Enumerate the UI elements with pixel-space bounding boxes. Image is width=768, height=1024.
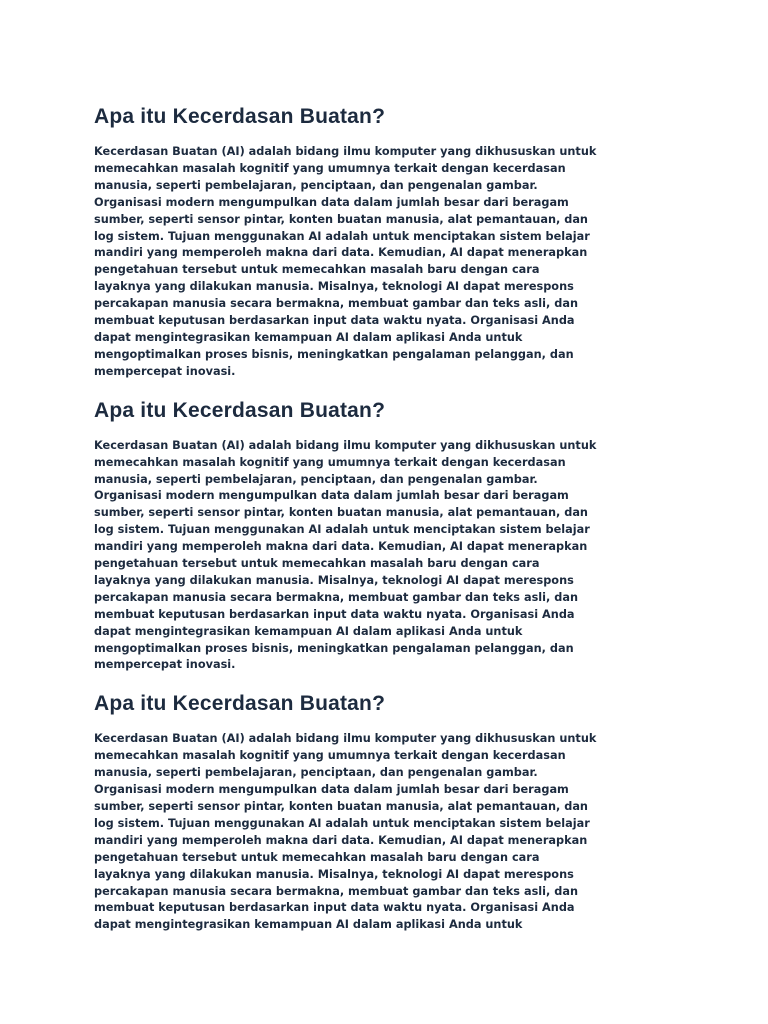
paragraph-line: pengetahuan tersebut untuk memecahkan masalah baru dengan cara	[94, 557, 540, 571]
paragraph-line: layaknya yang dilakukan manusia. Misalnya, teknologi AI dapat merespons	[94, 573, 574, 587]
paragraph-line: log sistem. Tujuan menggunakan AI adalah untuk menciptakan sistem belajar	[94, 816, 590, 830]
paragraph-line: percakapan manusia secara bermakna, membuat gambar dan teks asli, dan	[94, 884, 579, 898]
paragraph-line: memecahkan masalah kognitif yang umumnya terkait dengan kecerdasan	[94, 455, 566, 469]
section-paragraph	[94, 438, 694, 675]
paragraph-line: percakapan manusia secara bermakna, membuat gambar dan teks asli, dan	[94, 297, 579, 311]
paragraph-line: mandiri yang memperoleh makna dari data. Kemudian, AI dapat menerapkan	[94, 246, 588, 260]
paragraph-line: memecahkan masalah kognitif yang umumnya terkait dengan kecerdasan	[94, 161, 566, 175]
paragraph-line: Kecerdasan Buatan (AI) adalah bidang ilmu komputer yang dikhususkan untuk	[94, 438, 597, 452]
paragraph-line: pengetahuan tersebut untuk memecahkan masalah baru dengan cara	[94, 850, 540, 864]
document-page	[94, 104, 694, 934]
section-2	[94, 398, 694, 675]
paragraph-line: membuat keputusan berdasarkan input data waktu nyata. Organisasi Anda	[94, 314, 575, 328]
paragraph-line: percakapan manusia secara bermakna, membuat gambar dan teks asli, dan	[94, 590, 579, 604]
paragraph-line: pengetahuan tersebut untuk memecahkan masalah baru dengan cara	[94, 263, 540, 277]
paragraph-line: Organisasi modern mengumpulkan data dalam jumlah besar dari beragam	[94, 783, 569, 797]
paragraph-line: mengoptimalkan proses bisnis, meningkatkan pengalaman pelanggan, dan	[94, 641, 574, 655]
section-heading: Apa itu Kecerdasan Buatan?	[94, 105, 386, 128]
section-paragraph	[94, 144, 694, 381]
paragraph-line: sumber, seperti sensor pintar, konten buatan manusia, alat pemantauan, dan	[94, 212, 588, 226]
paragraph-line: Organisasi modern mengumpulkan data dalam jumlah besar dari beragam	[94, 489, 569, 503]
paragraph-line: membuat keputusan berdasarkan input data waktu nyata. Organisasi Anda	[94, 607, 575, 621]
paragraph-line: sumber, seperti sensor pintar, konten buatan manusia, alat pemantauan, dan	[94, 800, 588, 813]
paragraph-line: mengoptimalkan proses bisnis, meningkatkan pengalaman pelanggan, dan	[94, 347, 574, 361]
section-heading: Apa itu Kecerdasan Buatan?	[94, 398, 386, 422]
paragraph-line: manusia, seperti pembelajaran, penciptaan, dan pengenalan gambar.	[94, 766, 538, 780]
paragraph-line: mempercepat inovasi.	[94, 658, 236, 672]
paragraph-line: mempercepat inovasi.	[94, 364, 236, 378]
section-3	[94, 691, 694, 934]
paragraph-line: dapat mengintegrasikan kemampuan AI dalam aplikasi Anda untuk	[94, 918, 523, 932]
paragraph-line: log sistem. Tujuan menggunakan AI adalah untuk menciptakan sistem belajar	[94, 229, 590, 243]
paragraph-line: manusia, seperti pembelajaran, penciptaan, dan pengenalan gambar.	[94, 178, 538, 192]
paragraph-line: sumber, seperti sensor pintar, konten buatan manusia, alat pemantauan, dan	[94, 506, 588, 520]
paragraph-line: Organisasi modern mengumpulkan data dalam jumlah besar dari beragam	[94, 195, 569, 209]
paragraph-line: dapat mengintegrasikan kemampuan AI dalam aplikasi Anda untuk	[94, 624, 523, 638]
paragraph-line: log sistem. Tujuan menggunakan AI adalah untuk menciptakan sistem belajar	[94, 523, 590, 537]
paragraph-line: layaknya yang dilakukan manusia. Misalnya, teknologi AI dapat merespons	[94, 280, 574, 294]
paragraph-line: mandiri yang memperoleh makna dari data. Kemudian, AI dapat menerapkan	[94, 540, 588, 554]
paragraph-line: memecahkan masalah kognitif yang umumnya terkait dengan kecerdasan	[94, 749, 566, 763]
paragraph-line: mandiri yang memperoleh makna dari data. Kemudian, AI dapat menerapkan	[94, 833, 588, 847]
paragraph-line: Kecerdasan Buatan (AI) adalah bidang ilmu komputer yang dikhususkan untuk	[94, 145, 597, 158]
section-1	[94, 104, 694, 381]
paragraph-line: Kecerdasan Buatan (AI) adalah bidang ilmu komputer yang dikhususkan untuk	[94, 732, 597, 746]
paragraph-line: dapat mengintegrasikan kemampuan AI dalam aplikasi Anda untuk	[94, 330, 523, 344]
section-paragraph	[94, 731, 694, 934]
paragraph-line: layaknya yang dilakukan manusia. Misalnya, teknologi AI dapat merespons	[94, 867, 574, 881]
section-heading: Apa itu Kecerdasan Buatan?	[94, 692, 386, 716]
paragraph-line: membuat keputusan berdasarkan input data waktu nyata. Organisasi Anda	[94, 901, 575, 915]
paragraph-line: manusia, seperti pembelajaran, penciptaan, dan pengenalan gambar.	[94, 472, 538, 486]
